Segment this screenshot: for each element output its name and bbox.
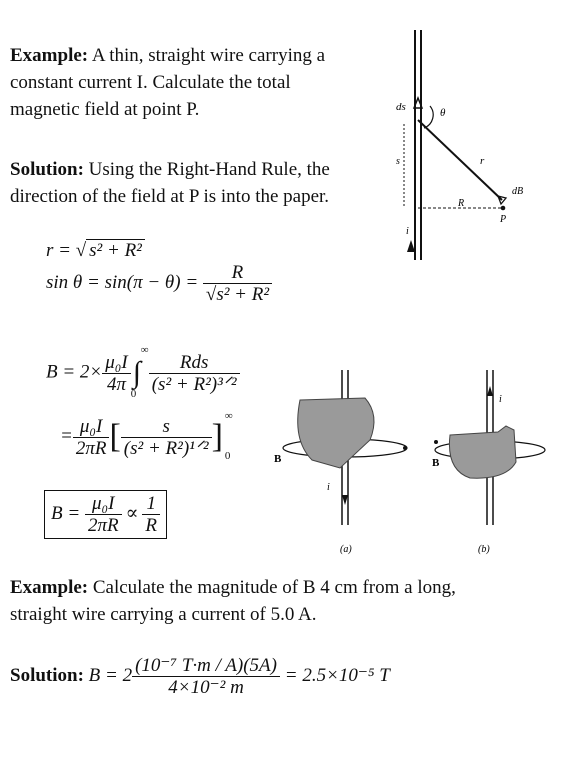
label-P: P [500,214,507,225]
field-point-b [434,440,438,444]
example-1 [10,42,365,123]
hand-b [449,426,516,478]
equation-b-integral [46,344,240,400]
eq-b3-frac [85,493,122,536]
current-arrow-b [487,386,493,396]
r-line [418,120,502,200]
eq-b3-frac2 [142,493,160,536]
eq-b-coef-den: 4π [102,373,130,395]
solution-2-label: Solution: [10,664,84,686]
current-arrow [407,240,415,252]
eq-b3-num: μ₀I [92,493,115,514]
eq-b2-inner-den: (s² + R²)¹ᐟ² [121,437,212,459]
solution-1-line-2: direction of the field at P is into the paper. [10,186,330,207]
eq-b-int-upper: ∞ [140,344,149,356]
wire-geometry-diagram [390,30,550,270]
eq-b2-coef-den: 2πR [73,437,110,459]
solution-1-text-1: Using the Right-Hand Rule, the [88,159,330,180]
current-arrow-a [342,495,348,505]
label-R: R [458,198,465,209]
theta-arc [424,106,433,128]
solution-2-rhs: = 2.5×10⁻⁵ T [284,664,390,686]
eq-sin-lhs: sin θ = sin(π − θ) = [46,271,203,293]
eval-limits [223,410,237,462]
label-dB: dB [512,186,524,197]
eq-b3-den2: R [142,514,160,536]
solution-1-line-1 [10,156,370,183]
eq-b-int-lower: 0 [130,388,137,400]
eq-b2-coef-num: μ₀I [79,415,103,437]
eq-r-lhs: r = [46,240,76,261]
solution-2 [10,655,390,698]
label-theta: θ [440,107,446,119]
eq-b2-inner-num: s [162,415,170,437]
label-i-a: i [327,482,330,493]
label-ds: ds [396,101,406,113]
label-i: i [406,226,409,237]
eq-sin-den: s² + R² [216,284,270,305]
eq-b3-num2: 1 [146,493,156,514]
field-point-a [403,446,407,450]
eq-b2-inner [121,416,212,459]
eq-b2-coef [73,416,110,459]
eq-b-coef-num: μ₀I [105,351,128,373]
solution-2-num: (10⁻⁷ T·m / A)(5A) [135,655,277,676]
solution-1 [10,156,370,210]
example-1-line-2: constant current I. Calculate the total [10,72,291,93]
eq-sin-num: R [231,262,244,283]
example-1-text-1: A thin, straight wire carrying a [91,45,326,66]
eq-b2-lower: 0 [224,450,231,462]
solution-2-lhs: B = 2 [88,664,133,686]
eq-r-rhs: s² + R² [86,239,145,261]
equation-sin [46,262,272,305]
eq-b-int-den: (s² + R²)³ᐟ² [149,373,240,395]
example-2 [10,574,550,628]
integral-sign: ∫ ∞ 0 [130,344,149,400]
solution-2-fraction [132,655,280,698]
caption-b: (b) [478,544,490,555]
eq-sin-fraction [203,262,272,305]
eq-b2-eq: = [60,425,73,447]
eq-b-int-num: Rds [179,351,209,373]
label-s: s [396,156,400,167]
example-2-line-2: straight wire carrying a current of 5.0 A. [10,604,317,625]
label-r: r [480,155,485,167]
boxed-result [44,490,167,539]
eq-sin-den-wrap: √s² + R² [203,283,272,305]
equation-b-evaluated: = $\frac{\text{μ₀I}}{2\pi R}$ [ $\frac{s}{\text{(s² + R²)¹ᐟ²}}$ ] ∞ 0 [60,414,237,460]
example-1-line-3: magnetic field at point P. [10,99,200,120]
label-B-a: B [274,453,282,465]
right-hand-rule-diagram [270,370,560,560]
hand-a [298,398,374,468]
solution-label: Solution: [10,159,84,180]
equation-r: r = √ s² + R² [46,240,145,262]
eq-b-int-fraction [149,352,240,395]
eq-b3-den: 2πR [85,514,122,536]
eq-b3-prop: ∝ [125,502,139,524]
example-1-line-1 [10,42,365,69]
point-P [501,206,506,211]
label-i-b: i [499,394,502,405]
label-B-b: B [432,457,440,469]
example-2-label: Example: [10,577,89,598]
eq-b2-upper: ∞ [224,410,233,422]
example-2-line-1 [10,574,550,601]
example-label: Example: [10,45,89,66]
caption-a: (a) [340,544,352,555]
eq-b-coef [102,352,130,395]
eq-b3-lhs: B = [51,502,85,524]
eq-b-lhs: B = 2× [46,361,103,383]
example-2-text-1: Calculate the magnitude of B 4 cm from a long, [92,577,456,598]
solution-2-den: 4×10⁻² m [132,676,280,698]
